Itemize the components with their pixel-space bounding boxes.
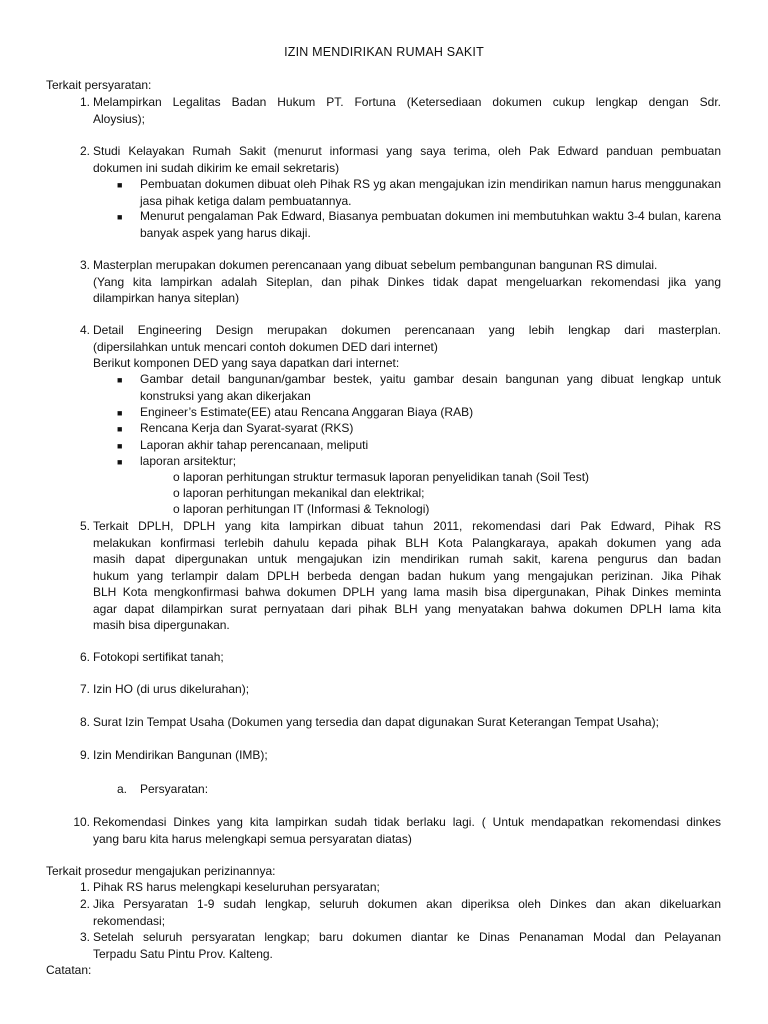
item-text-line: (dipersilahkan untuk mencari contoh dokumen DED dari internet): [93, 339, 438, 354]
square-bullet-icon: ■: [117, 375, 123, 385]
bullet-text: Pembuatan dokumen dibuat oleh Pihak RS yg akan mengajukan izin mendirikan namun harus menggunakan jasa pihak ketiga dalam pembuatannya.: [140, 177, 721, 208]
square-bullet-icon: ■: [117, 212, 123, 222]
item-text-line: hukum yang terlampir dalam DPLH berbeda dengan badan hukum yang mengajukan perizinan. Jika Pihak: [93, 568, 721, 583]
item-number: 2.: [79, 144, 90, 158]
bullet-text: Menurut pengalaman Pak Edward, Biasanya pembuatan dokumen ini membutuhkan waktu 3-4 bulan, karena banyak aspek yang harus dikaji.: [140, 209, 721, 240]
item-text-line: Terkait DPLH, DPLH yang kita lampirkan dibuat tahun 2011, rekomendasi dari Pak Edward, Pihak RS: [93, 519, 721, 533]
sub-list-item: o laporan perhitungan IT (Informasi & Teknologi): [173, 502, 430, 516]
item-text-line: Setelah seluruh persyaratan lengkap; baru dokumen diantar ke Dinas Penanaman Modal dan Pelayanan: [93, 930, 721, 944]
item-text-line: Berikut komponen DED yang saya dapatkan dari internet:: [93, 356, 400, 370]
alpha-marker: a.: [117, 782, 128, 796]
item-text-line: (Yang kita lampirkan adalah Siteplan, dan pihak Dinkes tidak dapat mengeluarkan rekomendasi jika yang: [93, 274, 721, 289]
item-text-line: Izin Mendirikan Bangunan (IMB);: [93, 748, 268, 762]
item-number: 3.: [79, 930, 90, 944]
item-text-line: Masterplan merupakan dokumen perencanaan yang dibuat sebelum pembangunan bangunan RS dimulai.: [93, 258, 658, 272]
item-number: 1.: [79, 95, 90, 109]
item-number: 8.: [79, 715, 90, 729]
requirements-heading: Terkait persyaratan:: [46, 78, 152, 92]
procedure-heading: Terkait prosedur mengajukan perizinannya:: [46, 864, 276, 878]
item-number: 10.: [73, 815, 90, 829]
item-text-line: masih dapat dipergunakan untuk mengajukan izin mendirikan rumah sakit, karena pengurus dan badan: [93, 552, 721, 566]
sub-list-item: o laporan perhitungan mekanikal dan elektrikal;: [173, 486, 425, 500]
item-text-line: BLH Kota mengkonfirmasi bahwa dokumen DPLH yang lama masih bisa dipergunakan, Pihak Dinkes meminta: [93, 585, 721, 599]
item-text-line: Aloysius);: [93, 111, 146, 126]
bullet-text: Gambar detail bangunan/gambar bestek, yaitu gambar desain bangunan yang dibuat lengkap untuk konstruksi yang akan dikerjakan: [140, 372, 721, 403]
item-text-line: Studi Kelayakan Rumah Sakit (menurut informasi yang saya terima, oleh Pak Edward panduan pembuatan: [93, 144, 721, 158]
item-text-line: dokumen ini sudah dikirim ke email sekretaris): [93, 160, 340, 175]
item-text-line: Rekomendasi Dinkes yang kita lampirkan sudah tidak berlaku lagi. ( Untuk mendapatkan rekomendasi dinkes: [93, 815, 721, 829]
document-title: IZIN MENDIRIKAN RUMAH SAKIT: [284, 45, 484, 59]
notes-heading: Catatan:: [46, 963, 92, 977]
item-number: 1.: [79, 880, 90, 894]
item-text-line: Melampirkan Legalitas Badan Hukum PT. Fortuna (Ketersediaan dokumen cukup lengkap dengan Sdr.: [93, 95, 721, 109]
bullet-text: Engineer’s Estimate(EE) atau Rencana Anggaran Biaya (RAB): [140, 405, 474, 419]
item-number: 2.: [79, 897, 90, 911]
bullet-text: Laporan akhir tahap perencanaan, meliputi: [140, 438, 369, 452]
item-text-line: Jika Persyaratan 1-9 sudah lengkap, seluruh dokumen akan diperiksa oleh Dinkes dan akan dikeluarkan: [93, 897, 721, 911]
square-bullet-icon: ■: [117, 424, 123, 434]
item-text-line: masih bisa dipergunakan.: [93, 618, 230, 632]
item-text-line: rekomendasi;: [93, 913, 166, 928]
bullet-text: laporan arsitektur;: [140, 454, 237, 468]
square-bullet-icon: ■: [117, 457, 123, 467]
item-number: 7.: [79, 682, 90, 696]
alpha-text: Persyaratan:: [140, 782, 209, 796]
item-text-line: Pihak RS harus melengkapi keseluruhan persyaratan;: [93, 880, 380, 894]
item-number: 5.: [79, 519, 90, 533]
square-bullet-icon: ■: [117, 408, 123, 418]
square-bullet-icon: ■: [117, 180, 123, 190]
item-number: 9.: [79, 748, 90, 762]
item-text-line: yang baru kita harus melengkapi semua persyaratan diatas): [93, 831, 412, 846]
item-text-line: Terpadu Satu Pintu Prov. Kalteng.: [93, 946, 273, 961]
item-number: 3.: [79, 258, 90, 272]
item-text-line: dilampirkan hanya siteplan): [93, 291, 240, 305]
item-number: 6.: [79, 650, 90, 664]
item-text-line: agar dapat dilampirkan surat pernyataan dari pihak BLH yang menyatakan bahwa dokumen DPLH lama kita: [93, 601, 721, 616]
item-text-line: Detail Engineering Design merupakan dokumen perencanaan yang lebih lengkap dari masterplan.: [93, 323, 721, 337]
item-text-line: Izin HO (di urus dikelurahan);: [93, 682, 250, 696]
item-text-line: melakukan konfirmasi terlebih dahulu kepada pihak BLH Kota Palangkaraya, apakah dokumen yang ada: [93, 535, 721, 550]
bullet-text: Rencana Kerja dan Syarat-syarat (RKS): [140, 421, 354, 435]
item-number: 4.: [79, 323, 90, 337]
square-bullet-icon: ■: [117, 441, 123, 451]
item-text-line: Surat Izin Tempat Usaha (Dokumen yang tersedia dan dapat digunakan Surat Keterangan Tempat Usaha);: [93, 715, 659, 729]
item-text-line: Fotokopi sertifikat tanah;: [93, 650, 224, 664]
sub-list-item: o laporan perhitungan struktur termasuk laporan penyelidikan tanah (Soil Test): [173, 470, 590, 484]
